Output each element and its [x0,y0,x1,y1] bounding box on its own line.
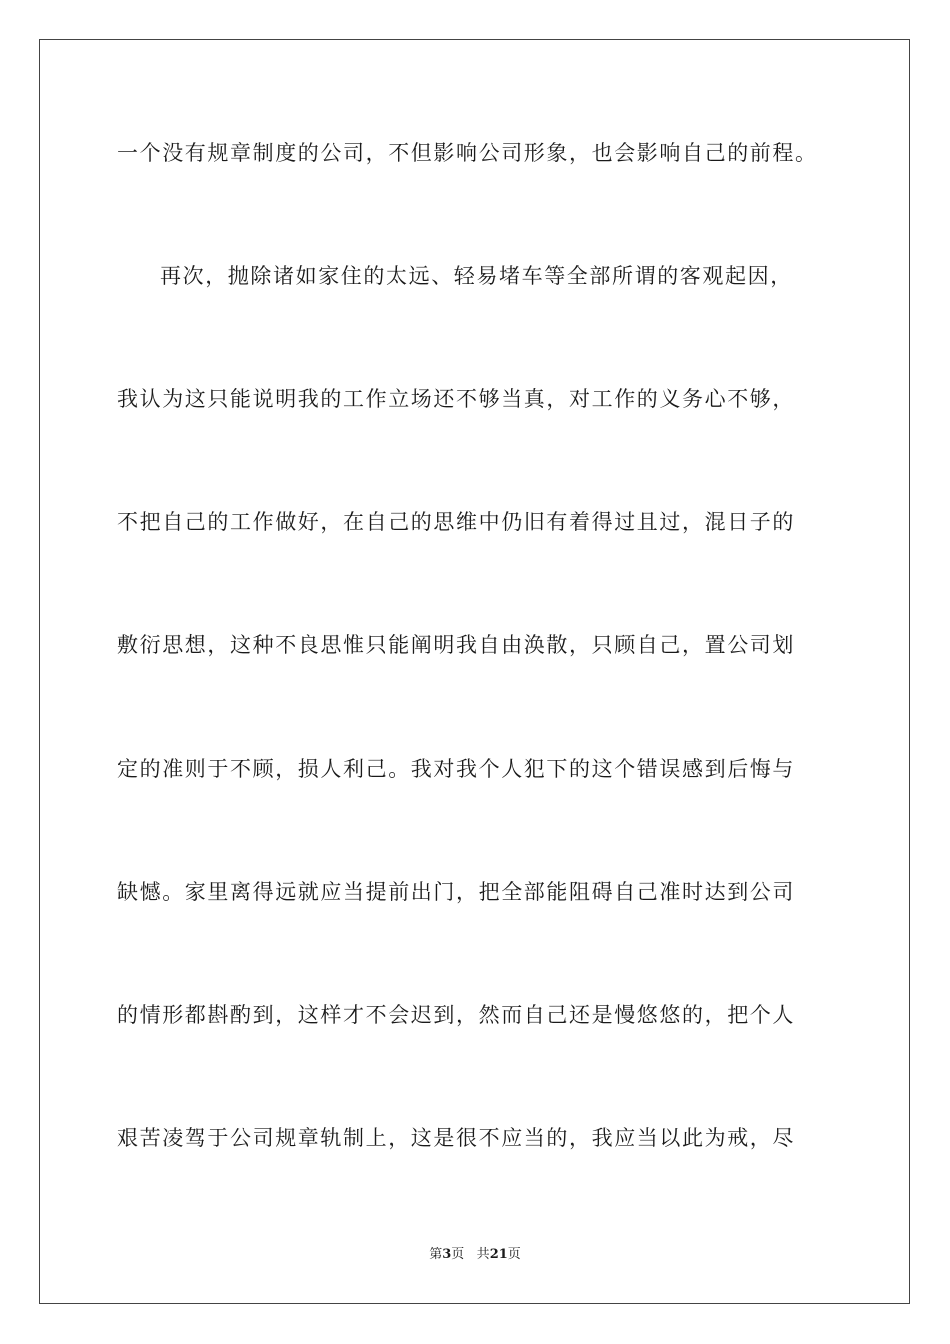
text-line-4: 不把自己的工作做好，在自己的思维中仍旧有着得过且过，混日子的 [117,510,795,534]
text-line-3: 我认为这只能说明我的工作立场还不够当真，对工作的义务心不够， [117,387,795,411]
text-line-8: 的情形都斟酌到，这样才不会迟到，然而自己还是慢悠悠的，把个人 [117,1003,795,1027]
page-footer [0,1247,950,1263]
page-number: 3 [442,1247,452,1262]
text-line-6: 定的准则于不顾，损人利己。我对我个人犯下的这个错误感到后悔与 [117,757,795,781]
text-line-1: 一个没有规章制度的公司，不但影响公司形象，也会影响自己的前程。 [117,141,818,165]
text-line-2: 再次，抛除诸如家住的太远、轻易堵车等全部所谓的客观起因， [160,264,793,288]
text-line-9: 艰苦凌驾于公司规章轨制上，这是很不应当的，我应当以此为戒，尽 [117,1126,795,1150]
total-suffix: 页 [507,1247,521,1262]
total-pages: 21 [489,1247,508,1262]
total-prefix: 共 [476,1247,490,1262]
page-prefix: 第 [429,1247,443,1262]
text-line-5: 敷衍思想，这种不良思惟只能阐明我自由涣散，只顾自己，置公司划 [117,633,795,657]
page-border [39,39,910,1304]
text-line-7: 缺憾。家里离得远就应当提前出门，把全部能阻碍自己准时达到公司 [117,880,795,904]
page-suffix: 页 [451,1247,465,1262]
